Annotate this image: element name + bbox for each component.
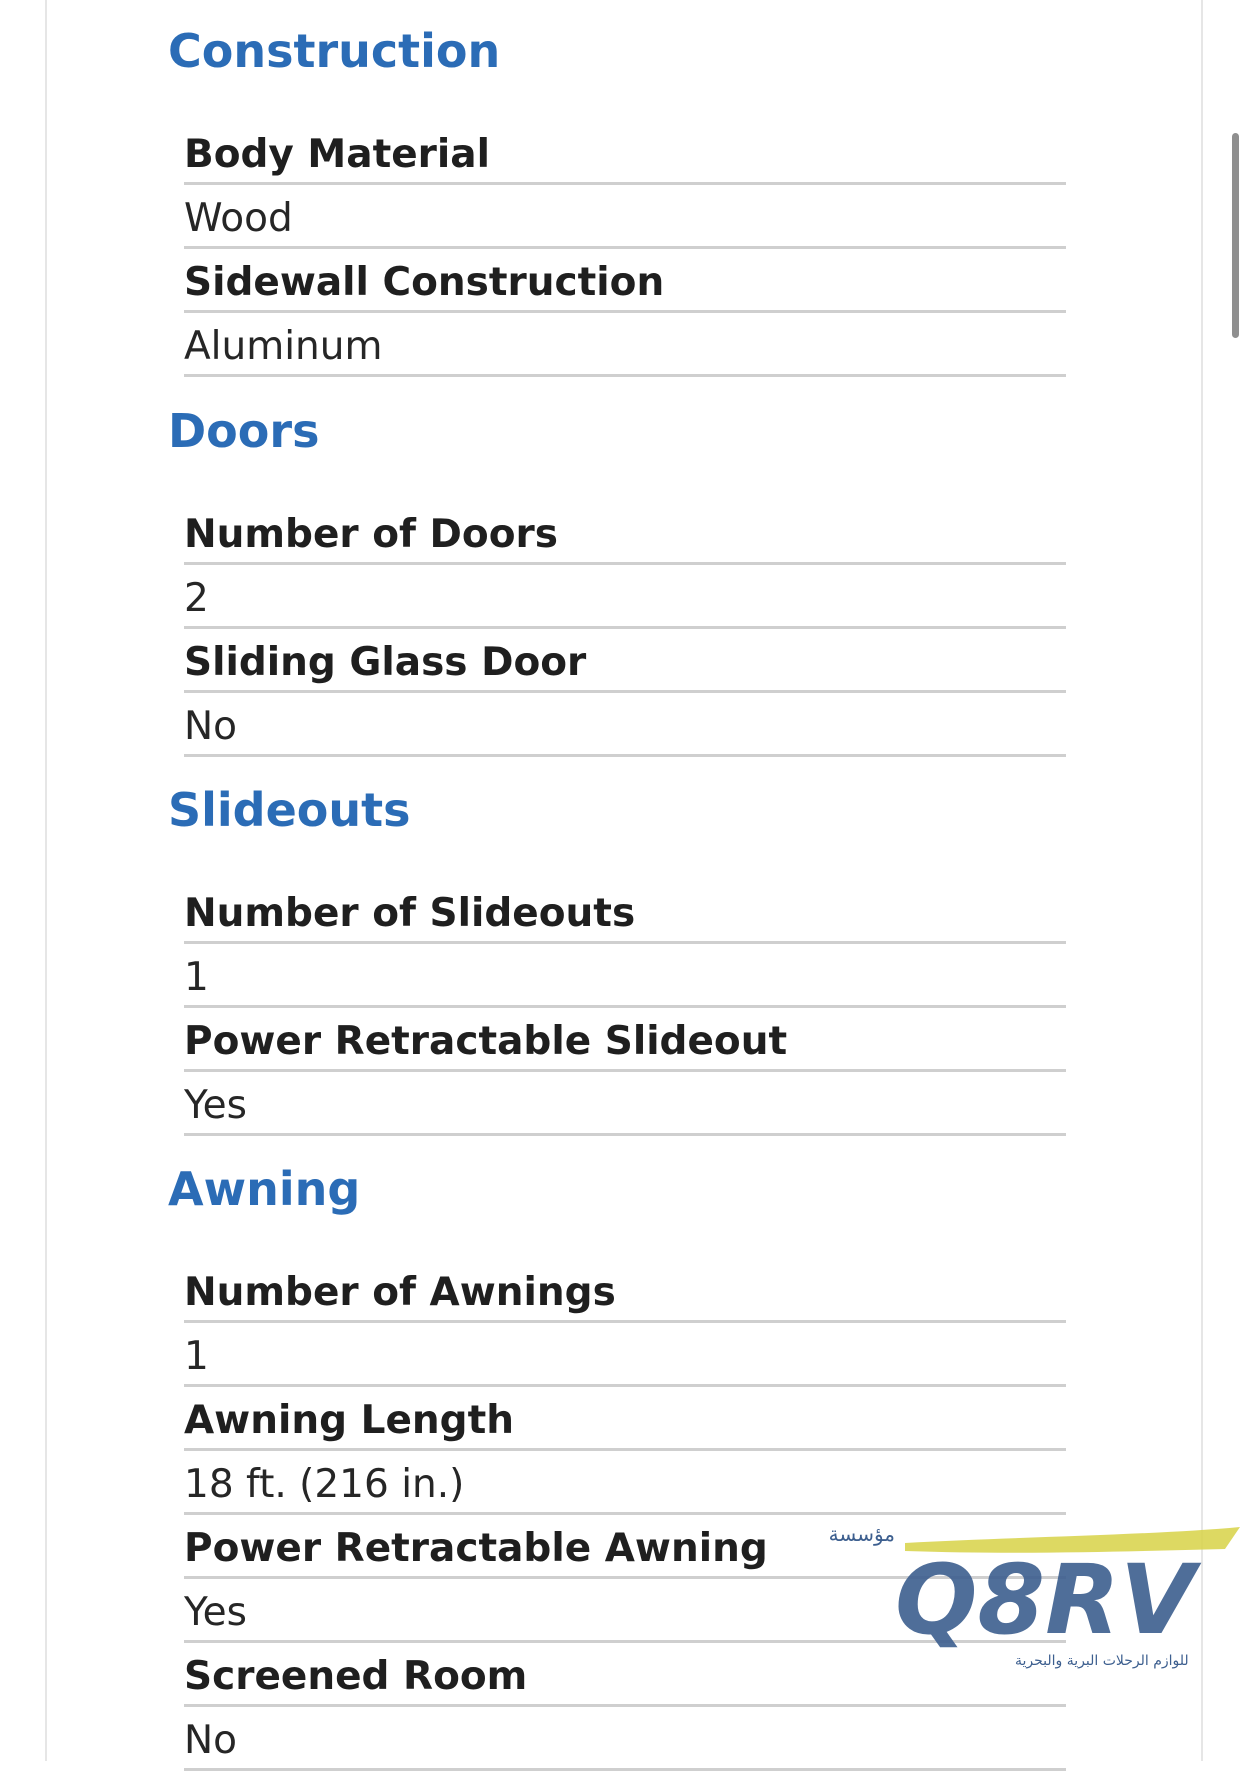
spec-label-row: [184, 249, 1066, 313]
logo-arabic-bottom: للوازم الرحلات البرية والبحرية: [1015, 1653, 1189, 1669]
spec-value-row: [184, 1451, 1066, 1515]
card-right-border: [1201, 0, 1203, 1761]
spec-value-row: [184, 313, 1066, 377]
spec-label-row: [184, 1008, 1066, 1072]
spec-value: Wood: [184, 196, 293, 241]
spec-label: Number of Slideouts: [184, 891, 636, 936]
spec-value-row: [184, 1072, 1066, 1136]
spec-value-row: [184, 693, 1066, 757]
spec-label-row: [184, 1259, 1066, 1323]
spec-list: [184, 880, 1066, 1136]
section-title: Awning: [168, 1162, 361, 1216]
spec-value-row: [184, 944, 1066, 1008]
card-left-border: [45, 0, 47, 1761]
spec-value: Yes: [184, 1083, 247, 1128]
spec-label: Number of Awnings: [184, 1270, 616, 1315]
spec-value: Aluminum: [184, 324, 383, 369]
spec-label: Number of Doors: [184, 512, 558, 557]
spec-list: [184, 121, 1066, 377]
spec-value: 1: [184, 1334, 209, 1379]
logo-arabic-top: مؤسسة: [828, 1522, 895, 1546]
q8rv-watermark-logo: [828, 1515, 1240, 1675]
section-title: Construction: [168, 24, 501, 78]
spec-value: Yes: [184, 1590, 247, 1635]
spec-label-row: [184, 629, 1066, 693]
spec-label: Sliding Glass Door: [184, 640, 587, 685]
spec-value-row: [184, 565, 1066, 629]
scrollbar-thumb[interactable]: [1232, 133, 1239, 338]
spec-label-row: [184, 1387, 1066, 1451]
spec-label-row: [184, 880, 1066, 944]
section-title: Slideouts: [168, 783, 411, 837]
spec-value: 18 ft. (216 in.): [184, 1462, 465, 1507]
spec-value: 1: [184, 955, 209, 1000]
spec-list: [184, 501, 1066, 757]
spec-label: Screened Room: [184, 1654, 528, 1699]
spec-value: 2: [184, 576, 209, 621]
spec-label: Power Retractable Awning: [184, 1526, 768, 1571]
spec-value: No: [184, 704, 238, 749]
spec-label-row: [184, 121, 1066, 185]
logo-brand: Q8RV: [895, 1544, 1202, 1656]
spec-label: Power Retractable Slideout: [184, 1019, 788, 1064]
spec-value-row: [184, 1323, 1066, 1387]
spec-value-row: [184, 185, 1066, 249]
section-title: Doors: [168, 404, 320, 458]
spec-label: Awning Length: [184, 1398, 514, 1443]
spec-value-row: [184, 1707, 1066, 1771]
spec-label: Body Material: [184, 132, 490, 177]
spec-label: Sidewall Construction: [184, 260, 665, 305]
spec-label-row: [184, 501, 1066, 565]
spec-value: No: [184, 1718, 238, 1763]
